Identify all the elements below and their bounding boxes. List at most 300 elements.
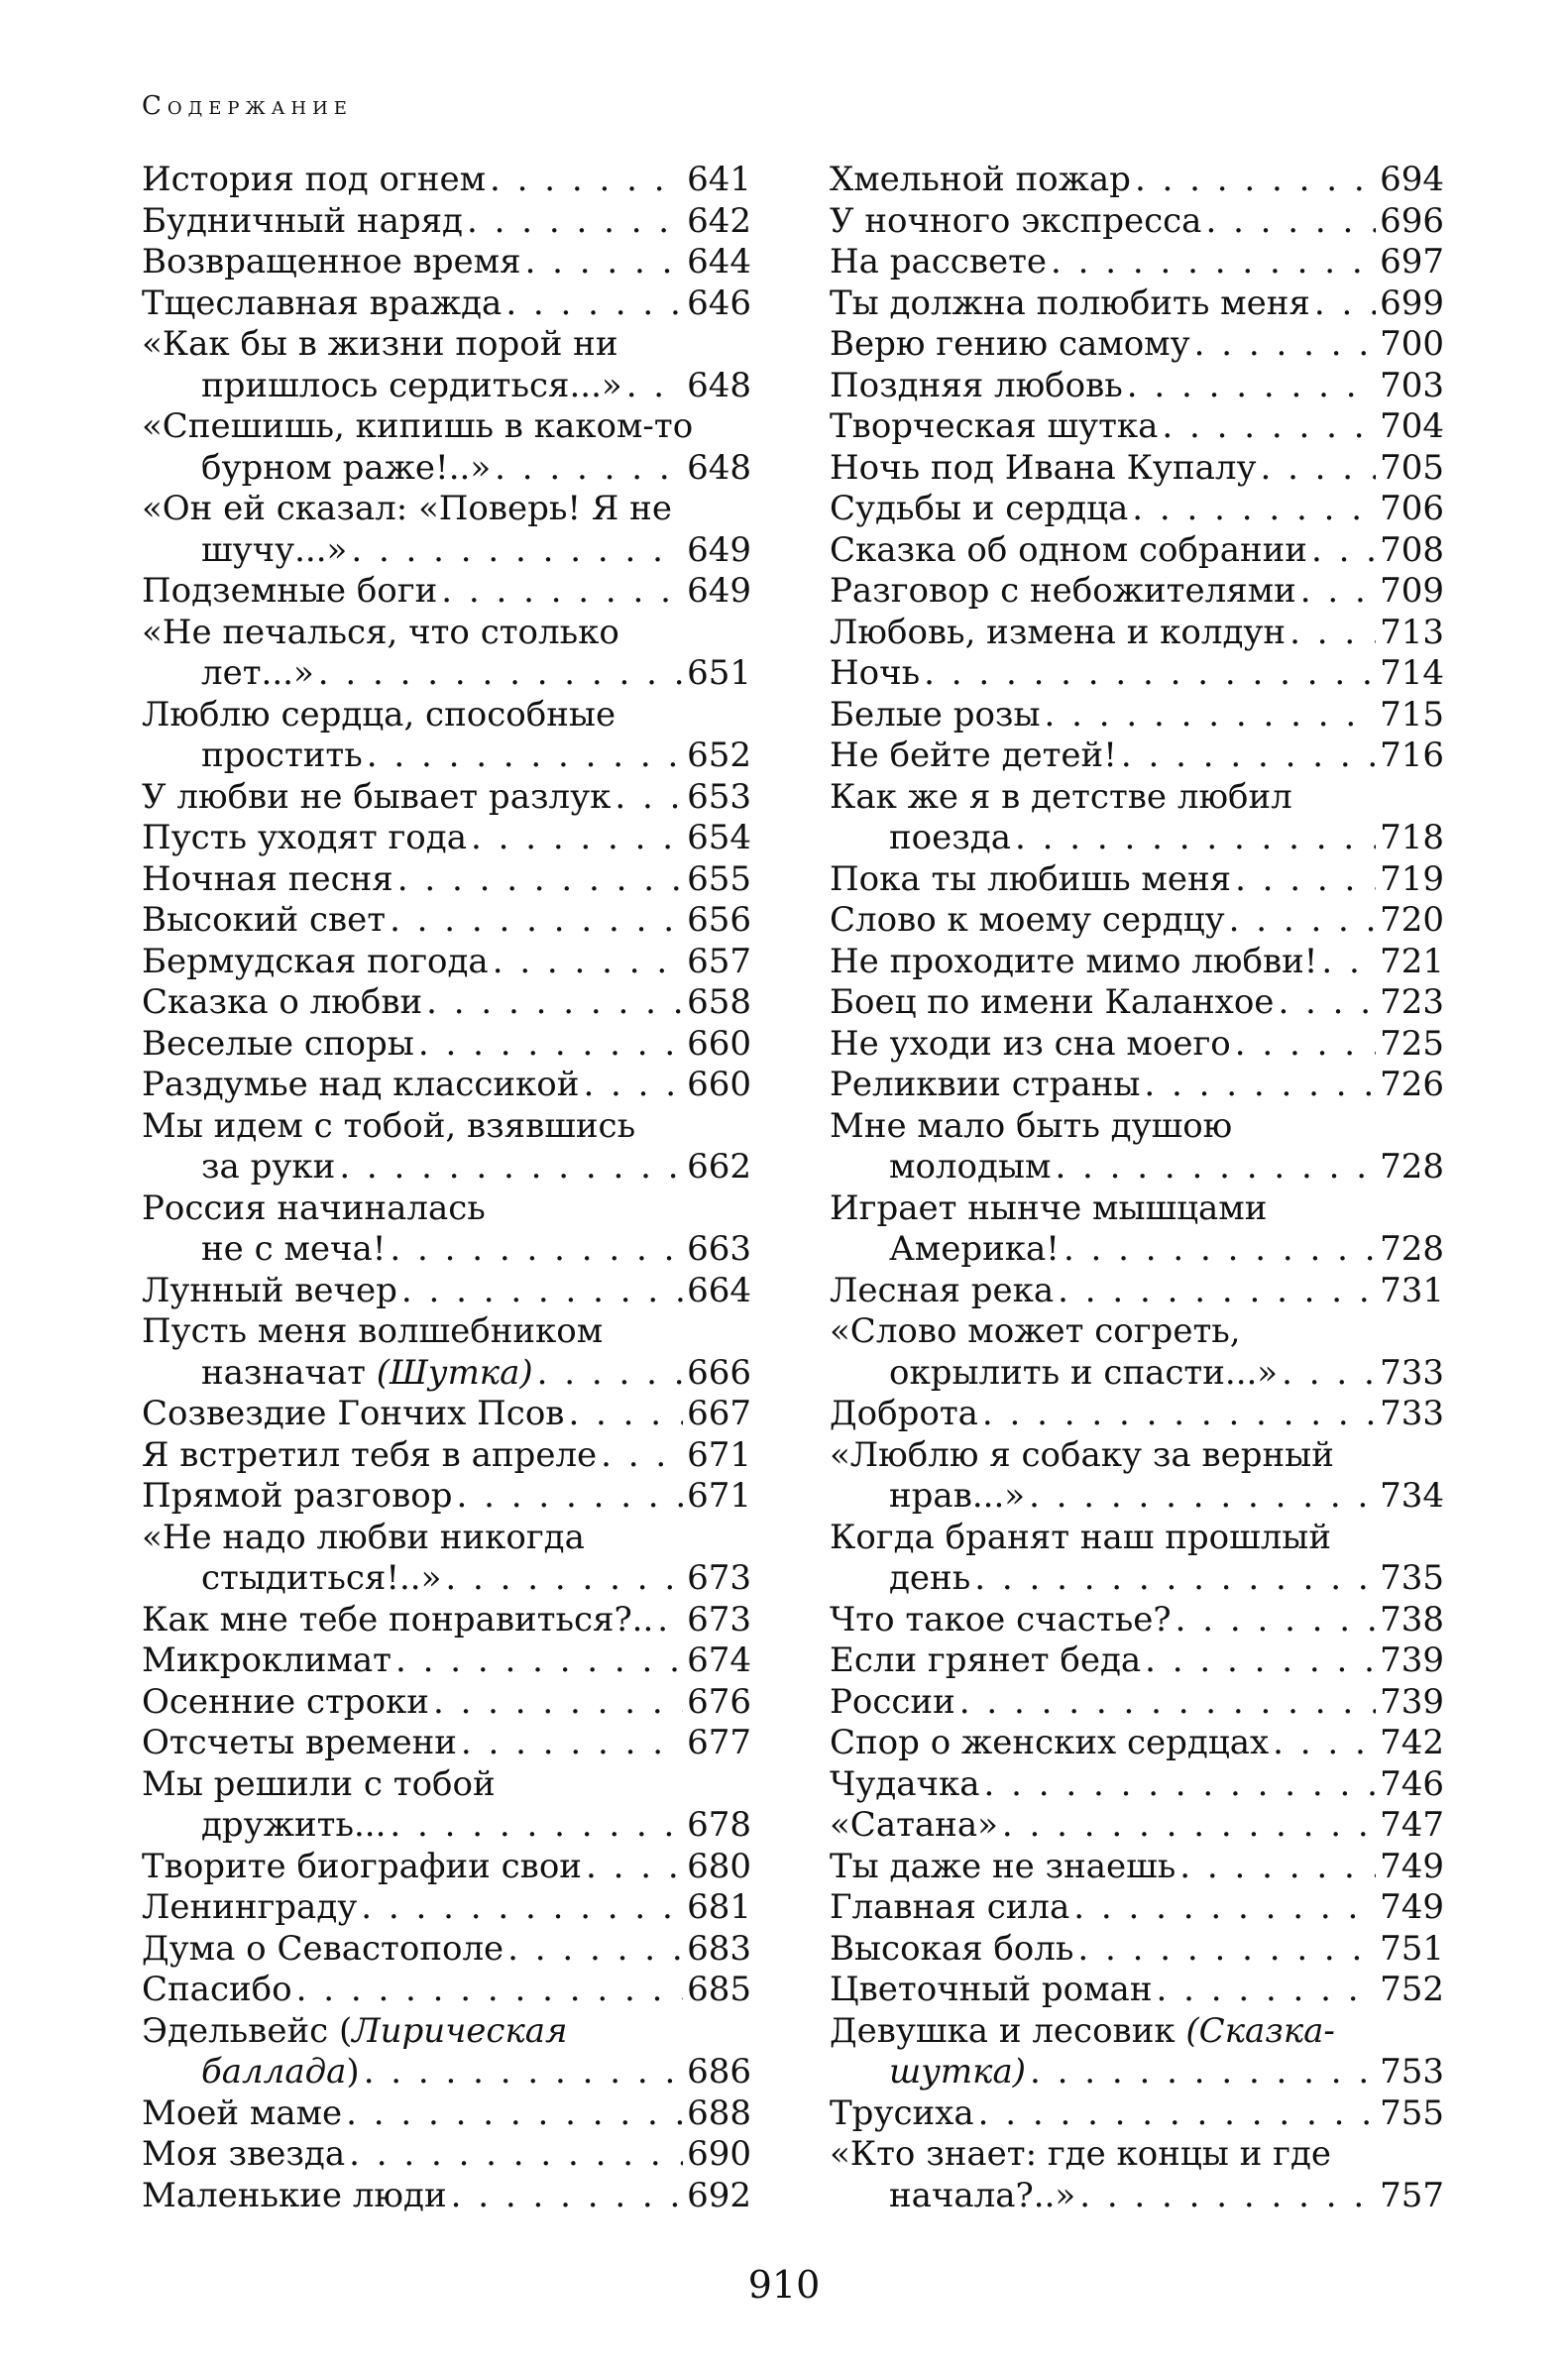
toc-page-number: 658 <box>687 982 751 1022</box>
dot-leader <box>1055 1147 1376 1188</box>
toc-page-number: 654 <box>687 818 751 857</box>
dot-leader <box>568 1394 683 1435</box>
toc-entry-title <box>142 1640 392 1682</box>
toc-title-text: назначат <box>201 1352 377 1393</box>
toc-page-number: 726 <box>1380 1065 1444 1104</box>
dot-leader <box>367 735 683 777</box>
toc-entry-title <box>142 1271 397 1312</box>
toc-entry <box>830 571 1444 613</box>
toc-page-number: 713 <box>1380 612 1444 652</box>
toc-entry <box>830 1970 1444 2011</box>
toc-entry-title <box>830 1847 1176 1888</box>
toc-page-number: 666 <box>687 1352 751 1393</box>
toc-title-text: Творческая шутка <box>830 406 1159 446</box>
dot-leader <box>397 859 683 901</box>
toc-page-number: 678 <box>687 1805 751 1845</box>
dot-leader <box>395 1640 683 1682</box>
toc-page-number: 725 <box>1380 1023 1444 1064</box>
toc-entry <box>142 2093 751 2135</box>
dot-leader <box>1314 283 1376 325</box>
toc-entry <box>830 1106 1444 1148</box>
toc-title-text: Любовь, измена и колдун <box>830 612 1287 652</box>
toc-page-number: 673 <box>687 1599 751 1639</box>
toc-title-text: пришлось сердиться...» <box>201 365 622 405</box>
toc-entry <box>142 695 751 736</box>
dot-leader <box>586 1847 683 1888</box>
toc-entry <box>142 1394 751 1435</box>
dot-leader <box>978 2093 1376 2135</box>
dot-leader <box>1135 160 1376 201</box>
toc-title-text: не с меча! <box>201 1229 387 1269</box>
toc-page-number: 739 <box>1380 1681 1444 1722</box>
toc-title-text: Пока ты любишь меня <box>830 858 1232 899</box>
toc-title-text: Поздняя любовь <box>830 365 1123 405</box>
toc-entry-title <box>830 613 1286 654</box>
toc-title-text: Что такое счастье? <box>830 1599 1172 1639</box>
toc-entry-title <box>201 653 314 695</box>
toc-title-text: день <box>889 1558 971 1598</box>
toc-page-number: 714 <box>1380 653 1444 693</box>
toc-title-text: простить <box>201 735 363 775</box>
toc-page-number: 667 <box>687 1394 751 1433</box>
toc-entry <box>142 489 751 530</box>
dot-leader <box>1015 818 1376 859</box>
toc-entry <box>142 1929 751 1971</box>
toc-page-number: 749 <box>1380 1887 1444 1927</box>
toc-page-number: 664 <box>687 1270 751 1310</box>
dot-leader <box>1030 2052 1376 2093</box>
toc-entry-title <box>830 1970 1152 2011</box>
toc-title-text: дружить... <box>201 1805 387 1845</box>
toc-title-text: молодым <box>889 1147 1052 1187</box>
dot-leader <box>461 1723 683 1764</box>
toc-entry-title <box>889 1353 1278 1395</box>
toc-entry-title <box>142 1887 357 1929</box>
toc-title-text: Маленькие люди <box>142 2175 447 2215</box>
toc-title-text: Мне мало быть душою <box>830 1105 1233 1146</box>
toc-entry-title <box>889 818 1011 859</box>
toc-page-number: 752 <box>1380 1970 1444 2009</box>
dot-leader <box>1300 571 1376 613</box>
dot-leader <box>490 160 683 201</box>
toc-title-text: Ты даже не знаешь <box>830 1846 1176 1886</box>
toc-entry-title <box>142 324 618 366</box>
toc-title-text: окрылить и спасти...» <box>889 1352 1279 1393</box>
dot-leader <box>346 2093 683 2135</box>
toc-title-italic: шутка) <box>889 2052 1027 2091</box>
toc-page-number: 671 <box>687 1476 751 1516</box>
toc-page-number: 673 <box>687 1558 751 1598</box>
toc-title-text: Люблю сердца, способные <box>142 694 616 735</box>
toc-entry <box>142 1764 751 1806</box>
toc-entry <box>142 1271 751 1312</box>
toc-title-text: Я встретил тебя в апреле <box>142 1434 598 1475</box>
toc-entry-title <box>830 859 1231 901</box>
toc-entry <box>142 1640 751 1682</box>
toc-entry-title <box>201 530 347 572</box>
toc-entry-title <box>889 1147 1051 1188</box>
toc-page-number: 660 <box>687 1065 751 1104</box>
dot-leader <box>924 653 1376 695</box>
toc-page-number: 683 <box>687 1928 751 1969</box>
dot-leader <box>1121 735 1376 777</box>
toc-entry-title <box>142 1394 564 1435</box>
toc-entry <box>830 1805 1444 1847</box>
toc-entry <box>142 900 751 942</box>
toc-title-text: Не проходите мимо любви! <box>830 941 1318 981</box>
dot-leader <box>349 2134 683 2176</box>
toc-title-text: Осенние строки <box>142 1681 429 1722</box>
toc-entry-title <box>830 2011 1335 2053</box>
toc-entry-title <box>142 1847 582 1888</box>
toc-title-text: Ты должна полюбить меня <box>830 283 1310 323</box>
toc-page-number: 708 <box>1380 529 1444 570</box>
toc-title-suffix: ) <box>346 2052 360 2091</box>
dot-leader <box>1278 982 1376 1024</box>
dot-leader <box>1176 1600 1376 1641</box>
toc-entry-title <box>201 1805 386 1847</box>
dot-leader <box>1205 201 1376 243</box>
dot-leader <box>982 1394 1376 1435</box>
toc-entry-title <box>142 1764 496 1806</box>
toc-entry-title <box>142 1723 457 1764</box>
toc-entry <box>142 1805 751 1847</box>
toc-title-text: лет...» <box>201 653 314 693</box>
toc-title-text: У любви не бывает разлук <box>142 776 612 817</box>
dot-leader <box>1260 448 1376 490</box>
toc-entry-title <box>830 201 1201 243</box>
dot-leader <box>390 1805 683 1847</box>
toc-entry-title <box>142 1435 597 1477</box>
toc-title-text: Белые розы <box>830 694 1041 735</box>
toc-title-text: Чудачка <box>830 1763 980 1804</box>
toc-page-number: 700 <box>1380 324 1444 364</box>
toc-title-text: Лунный вечер <box>142 1270 397 1310</box>
toc-title-text: Реликвии страны <box>830 1065 1141 1104</box>
toc-entry <box>830 1518 1444 1559</box>
toc-title-text: Отсчеты времени <box>142 1723 457 1762</box>
toc-entry-title <box>142 283 502 325</box>
toc-entry <box>142 242 751 283</box>
toc-page-number: 739 <box>1380 1640 1444 1680</box>
dot-leader <box>364 2052 683 2093</box>
toc-entry <box>830 1847 1444 1888</box>
toc-entry-title <box>142 900 386 942</box>
toc-entry <box>142 735 751 777</box>
toc-title-text: Будничный наряд <box>142 200 463 241</box>
toc-entry <box>830 324 1444 366</box>
toc-entry <box>142 2134 751 2176</box>
dot-leader <box>426 982 683 1024</box>
toc-title-text: Прямой разговор <box>142 1476 453 1516</box>
toc-page-number: 648 <box>687 365 751 405</box>
toc-entry <box>830 1065 1444 1106</box>
toc-entry-title <box>142 1518 585 1559</box>
dot-leader <box>984 1764 1377 1806</box>
toc-entry-title <box>830 1764 980 1806</box>
toc-page-number: 703 <box>1380 365 1444 405</box>
toc-page-number: 755 <box>1380 2092 1444 2133</box>
toc-title-text: Эдельвейс ( <box>142 2010 353 2051</box>
toc-entry <box>830 1476 1444 1518</box>
toc-page-number: 674 <box>687 1640 751 1680</box>
toc-entry <box>142 777 751 819</box>
toc-entry-title <box>830 1065 1140 1106</box>
toc-entry-title <box>830 900 1225 942</box>
toc-entry <box>830 242 1444 283</box>
toc-entry-title <box>142 2176 447 2217</box>
dot-leader <box>445 1558 683 1600</box>
toc-title-italic: (Сказка- <box>1185 2010 1335 2051</box>
toc-entry-title <box>830 571 1296 613</box>
toc-entry <box>142 1311 751 1353</box>
toc-page-number: 734 <box>1380 1476 1444 1516</box>
toc-title-text: Высокий свет <box>142 900 387 940</box>
toc-entry <box>142 1024 751 1066</box>
toc-title-text: Не уходи из сна моего <box>830 1023 1231 1064</box>
toc-page-number: 749 <box>1380 1846 1444 1886</box>
toc-page-number: 655 <box>687 858 751 899</box>
toc-page-number: 757 <box>1380 2175 1444 2215</box>
toc-entry <box>830 530 1444 572</box>
toc-title-text: Ленинграду <box>142 1887 358 1927</box>
toc-entry <box>830 2052 1444 2093</box>
toc-page-number: 731 <box>1380 1270 1444 1310</box>
toc-title-text: Девушка и лесовик <box>830 2010 1186 2051</box>
toc-page-number: 699 <box>1380 283 1444 323</box>
toc-entry <box>142 1353 751 1395</box>
toc-entry-title <box>830 1929 1073 1971</box>
toc-title-text: «Спешишь, кипишь в каком-то <box>142 406 694 446</box>
toc-page-number: 720 <box>1380 900 1444 940</box>
toc-entry-title <box>830 324 1190 366</box>
toc-entry <box>830 695 1444 736</box>
toc-title-italic: Лирическая <box>352 2010 568 2051</box>
toc-entry-title <box>201 1147 335 1188</box>
toc-title-text: Моя звезда <box>142 2134 346 2174</box>
toc-entry-title <box>142 1024 414 1066</box>
toc-title-text: Ночь под Ивана Купалу <box>830 447 1257 488</box>
toc-title-text: Хмельной пожар <box>830 160 1131 199</box>
toc-title-text: России <box>830 1681 955 1722</box>
dot-leader <box>525 242 684 283</box>
toc-entry-title <box>830 1271 1054 1312</box>
toc-title-text: Сказка о любви <box>142 982 423 1022</box>
dot-leader <box>418 1024 683 1066</box>
toc-title-text: Как же я в детстве любил <box>830 776 1292 817</box>
toc-title-text: Моей маме <box>142 2092 343 2133</box>
toc-page-number: 651 <box>687 653 751 693</box>
toc-page-number: 697 <box>1380 242 1444 282</box>
toc-entry <box>830 1271 1444 1312</box>
toc-page-number: 686 <box>687 2052 751 2091</box>
toc-entry-title <box>830 160 1131 201</box>
toc-entry <box>830 942 1444 983</box>
toc-entry <box>830 1147 1444 1188</box>
toc-entry-title <box>142 982 422 1024</box>
toc-title-text: Бермудская погода <box>142 941 489 981</box>
toc-title-text: шучу...» <box>201 529 348 570</box>
toc-page-number: 690 <box>687 2134 751 2174</box>
toc-entry <box>142 942 751 983</box>
toc-entry-title <box>830 1106 1232 1148</box>
dot-leader <box>1045 695 1377 736</box>
toc-page-number: 738 <box>1380 1599 1444 1639</box>
toc-entry <box>830 1024 1444 1066</box>
toc-entry-title <box>830 1394 978 1435</box>
toc-page-number: 696 <box>1380 200 1444 241</box>
dot-leader <box>583 1065 683 1106</box>
toc-entry-title <box>830 982 1274 1024</box>
toc-entry <box>142 1723 751 1764</box>
toc-entry <box>830 1435 1444 1477</box>
dot-leader <box>1077 1929 1376 1971</box>
toc-page-number: 753 <box>1380 2052 1444 2091</box>
toc-entry-title <box>201 366 622 407</box>
toc-title-text: Сказка об одном собрании <box>830 529 1307 570</box>
toc-title-text: Пусть меня волшебником <box>142 1311 604 1351</box>
toc-entry <box>142 1847 751 1888</box>
dot-leader <box>1002 1805 1376 1847</box>
toc-entry <box>830 1188 1444 1230</box>
toc-entry-title <box>201 735 363 777</box>
dot-leader <box>1073 1887 1376 1929</box>
toc-entry-title <box>830 2093 974 2135</box>
toc-page-number: 715 <box>1380 694 1444 735</box>
toc-title-text: «Кто знает: где концы и где <box>830 2134 1331 2174</box>
toc-page-number: 676 <box>687 1681 751 1722</box>
dot-leader <box>441 571 683 613</box>
toc-page-number: 718 <box>1380 818 1444 857</box>
toc-title-text: «Как бы в жизни порой ни <box>142 324 618 364</box>
toc-entry <box>142 1229 751 1271</box>
dot-leader <box>537 1353 683 1395</box>
toc-title-text: Не бейте детей! <box>830 735 1117 775</box>
toc-title-text: История под огнем <box>142 160 487 199</box>
dot-leader <box>1162 406 1376 448</box>
toc-title-text: Лесная река <box>830 1270 1055 1310</box>
toc-title-text: Если грянет беда <box>830 1640 1142 1680</box>
toc-entry <box>142 2176 751 2217</box>
toc-entry-title <box>142 489 672 530</box>
toc-page-number: 735 <box>1380 1558 1444 1598</box>
dot-leader <box>457 1476 684 1518</box>
toc-title-text: «Слово может согреть, <box>830 1311 1241 1351</box>
toc-title-text: Мы идем с тобой, взявшись <box>142 1105 636 1146</box>
toc-title-text: «Не печалься, что столько <box>142 612 619 652</box>
toc-entry-title <box>830 653 920 695</box>
toc-entry <box>142 859 751 901</box>
toc-title-text: Ночная песня <box>142 858 393 899</box>
toc-entry-title <box>142 1065 579 1106</box>
toc-title-text: «Не надо любви никогда <box>142 1517 585 1557</box>
dot-leader <box>361 1887 683 1929</box>
toc-entry-title <box>142 2134 345 2176</box>
toc-entry <box>142 1106 751 1148</box>
toc-entry-title <box>830 489 1128 530</box>
toc-entry-title <box>830 1024 1231 1066</box>
toc-page-number: 649 <box>687 529 751 570</box>
toc-entry <box>142 653 751 695</box>
toc-title-text: Тщеславная вражда <box>142 283 503 323</box>
toc-entry-title <box>889 2052 1026 2093</box>
toc-entry <box>830 201 1444 243</box>
toc-title-text: «Сатана» <box>830 1805 998 1845</box>
toc-title-text: Подземные боги <box>142 571 438 611</box>
toc-page-number: 649 <box>687 571 751 611</box>
toc-page-number: 723 <box>1380 982 1444 1022</box>
toc-title-text: Раздумье над классикой <box>142 1065 580 1104</box>
toc-entry <box>830 2134 1444 2176</box>
toc-entry <box>142 201 751 243</box>
toc-entry <box>830 859 1444 901</box>
toc-entry <box>830 2176 1444 2217</box>
toc-entry <box>830 1394 1444 1435</box>
dot-leader <box>1156 1970 1376 2011</box>
toc-entry-title <box>830 695 1041 736</box>
toc-page-number: 652 <box>687 735 751 775</box>
toc-entry <box>142 1147 751 1188</box>
toc-page-number: 751 <box>1380 1928 1444 1969</box>
toc-entry-title <box>830 1887 1069 1929</box>
toc-title-text: Высокая боль <box>830 1928 1074 1969</box>
toc-entry <box>830 1723 1444 1764</box>
running-header: Содержание <box>142 91 353 121</box>
dot-leader <box>601 1435 683 1477</box>
page-number: 910 <box>747 2263 821 2307</box>
toc-title-text: Веселые споры <box>142 1023 414 1064</box>
toc-entry-title <box>201 1558 441 1600</box>
toc-entry-title <box>142 1970 292 2011</box>
toc-entry <box>142 1435 751 1477</box>
toc-title-text: Как мне тебе понравиться?.. <box>142 1599 654 1639</box>
toc-entry-title <box>142 1929 504 1971</box>
dot-leader <box>467 201 683 243</box>
toc-page-number: 688 <box>687 2092 751 2133</box>
toc-entry-title <box>142 2011 568 2053</box>
toc-entry-title <box>142 1188 486 1230</box>
toc-page-number: 694 <box>1380 160 1444 199</box>
toc-title-text: Цветочный роман <box>830 1970 1153 2009</box>
toc-page-number: 646 <box>687 283 751 323</box>
toc-title-text: Спасибо <box>142 1970 292 2009</box>
toc-entry <box>830 2011 1444 2053</box>
dot-leader <box>1179 1847 1376 1888</box>
toc-page-number: 728 <box>1380 1229 1444 1269</box>
dot-leader <box>390 900 683 942</box>
dot-leader <box>1058 1271 1376 1312</box>
dot-leader <box>339 1147 683 1188</box>
toc-entry <box>142 160 751 201</box>
toc-entry-title <box>201 2052 360 2093</box>
toc-column-left <box>142 160 751 2216</box>
toc-page-number: 705 <box>1380 447 1444 488</box>
toc-entry <box>830 653 1444 695</box>
dot-leader <box>1051 242 1376 283</box>
toc-title-text: Доброта <box>830 1394 978 1433</box>
toc-entry-title <box>830 1518 1331 1559</box>
toc-page-number: 648 <box>687 447 751 488</box>
toc-entry <box>830 2093 1444 2135</box>
dot-leader <box>493 942 683 983</box>
dot-leader <box>1229 900 1377 942</box>
toc-title-text: Боец по имени Каланхое <box>830 982 1275 1022</box>
toc-page-number: 719 <box>1380 858 1444 899</box>
toc-entry <box>142 324 751 366</box>
toc-entry <box>142 2011 751 2053</box>
toc-title-text: Трусиха <box>830 2092 974 2133</box>
toc-column-right <box>830 160 1444 2216</box>
